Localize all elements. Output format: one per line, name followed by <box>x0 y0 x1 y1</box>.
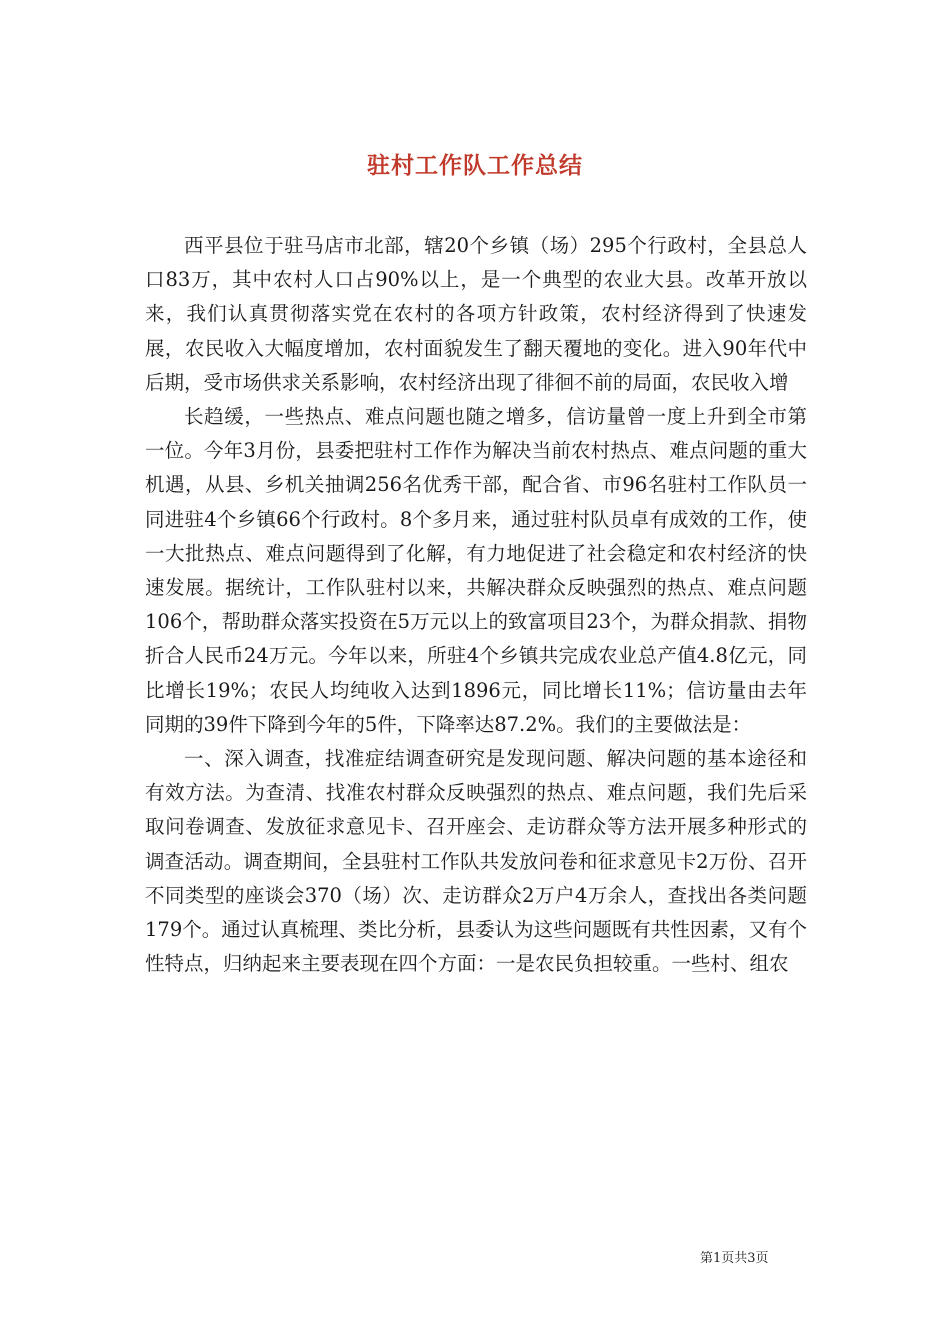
paragraph-3: 一、深入调查，找准症结调查研究是发现问题、解决问题的基本途径和有效方法。为查清、找准农村群众反映强烈的热点、难点问题，我们先后采取问卷调查、发放征求意见卡、召开座会、走访群众等方法开展多种形式的调查活动。调查期间，全县驻村工作队共发放问卷和征求意见卡2万份、召开不同类型的座谈会370（场）次、走访群众2万户4万余人，查找出各类问题179个。通过认真梳理、类比分析，县委认为这些问题既有共性因素，又有个性特点，归纳起来主要表现在四个方面：一是农民负担较重。一些村、组农 <box>145 747 807 976</box>
page-number-footer: 第1页共3页 <box>700 1251 769 1266</box>
paragraph-2: 长趋缓，一些热点、难点问题也随之增多，信访量曾一度上升到全市第一位。今年3月份，县委把驻村工作作为解决当前农村热点、难点问题的重大机遇，从县、乡机关抽调256名优秀干部，配合省、市96名驻村工作队员一同进驻4个乡镇66个行政村。8个多月来，通过驻村队员卓有成效的工作，使一大批热点、难点问题得到了化解，有力地促进了社会稳定和农村经济的快速发展。据统计，工作队驻村以来，共解决群众反映强烈的热点、难点问题106个，帮助群众落实投资在5万元以上的致富项目23个，为群众捐款、捐物折合人民币24万元。今年以来，所驻4个乡镇共完成农业总产值4.8亿元，同比增长19%；农民人均纯收入达到1896元，同比增长11%；信访量由去年同期的39件下降到今年的5件，下降率达87.2%。我们的主要做法是： <box>145 405 807 736</box>
document-body <box>145 229 807 981</box>
document-title: 驻村工作队工作总结 <box>367 153 583 180</box>
paragraph-1: 西平县位于驻马店市北部，辖20个乡镇（场）295个行政村，全县总人口83万，其中农村人口占90%以上，是一个典型的农业大县。改革开放以来，我们认真贯彻落实党在农村的各项方针政策，农村经济得到了快速发展，农民收入大幅度增加，农村面貌发生了翻天覆地的变化。进入90年代中后期，受市场供求关系影响，农村经济出现了徘徊不前的局面，农民收入增 <box>145 234 807 394</box>
